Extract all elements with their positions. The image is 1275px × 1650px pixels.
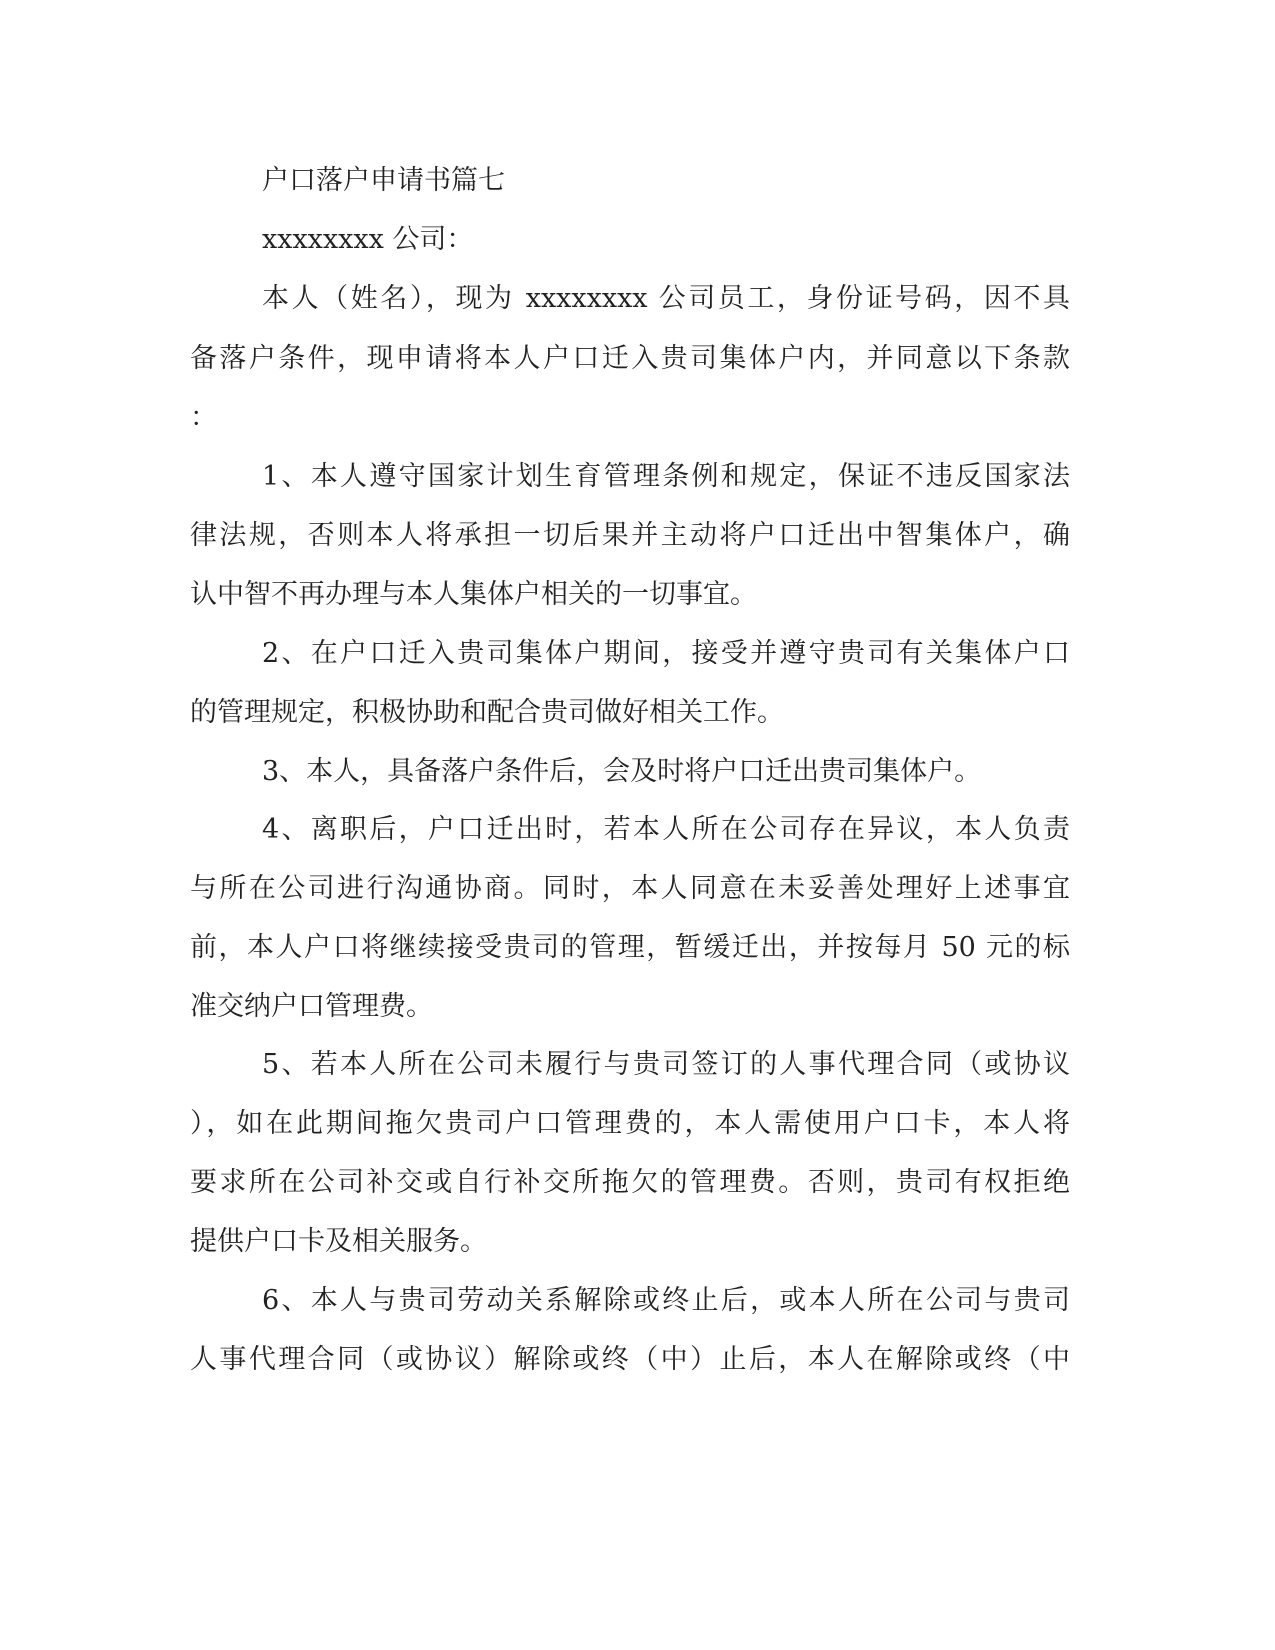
- clause-2-line: 2、在户口迁入贵司集体户期间，接受并遵守贵司有关集体户口: [262, 638, 1070, 669]
- clause-1-line: 认中智不再办理与本人集体户相关的一切事宜。: [190, 579, 757, 610]
- clause-3-line: 3、本人，具备落户条件后，会及时将户口迁出贵司集体户。: [262, 756, 982, 787]
- clause-6-line: 人事代理合同（或协议）解除或终（中）止后，本人在解除或终（中: [190, 1344, 1070, 1375]
- clause-2-line: 的管理规定，积极协助和配合贵司做好相关工作。: [190, 697, 784, 728]
- clause-4-line: 与所在公司进行沟通协商。同时，本人同意在未妥善处理好上述事宜: [190, 873, 1070, 904]
- clause-5-line: ），如在此期间拖欠贵司户口管理费的，本人需使用户口卡，本人将: [190, 1108, 1070, 1139]
- clause-4-line: 前，本人户口将继续接受贵司的管理，暂缓迁出，并按每月 50 元的标: [190, 932, 1070, 963]
- clause-6-line: 6、本人与贵司劳动关系解除或终止后，或本人所在公司与贵司: [262, 1285, 1070, 1316]
- clause-1-line: 1、本人遵守国家计划生育管理条例和规定，保证不违反国家法: [262, 461, 1070, 492]
- clause-1-line: 律法规，否则本人将承担一切后果并主动将户口迁出中智集体户，确: [190, 520, 1070, 551]
- clause-5-line: 提供户口卡及相关服务。: [190, 1226, 487, 1257]
- clause-4-line: 4、离职后，户口迁出时，若本人所在公司存在异议，本人负责: [262, 814, 1070, 845]
- body-line: ：: [190, 402, 217, 433]
- clause-4-line: 准交纳户口管理费。: [190, 991, 433, 1022]
- clause-5-line: 要求所在公司补交或自行补交所拖欠的管理费。否则，贵司有权拒绝: [190, 1167, 1070, 1198]
- body-line: 本人（姓名），现为 xxxxxxxx 公司员工，身份证号码，因不具: [262, 283, 1070, 314]
- salutation: xxxxxxxx 公司：: [262, 224, 474, 255]
- clause-5-line: 5、若本人所在公司未履行与贵司签订的人事代理合同（或协议: [262, 1049, 1070, 1080]
- document-title: 户口落户申请书篇七: [262, 165, 505, 196]
- body-line: 备落户条件，现申请将本人户口迁入贵司集体户内，并同意以下条款: [190, 343, 1070, 374]
